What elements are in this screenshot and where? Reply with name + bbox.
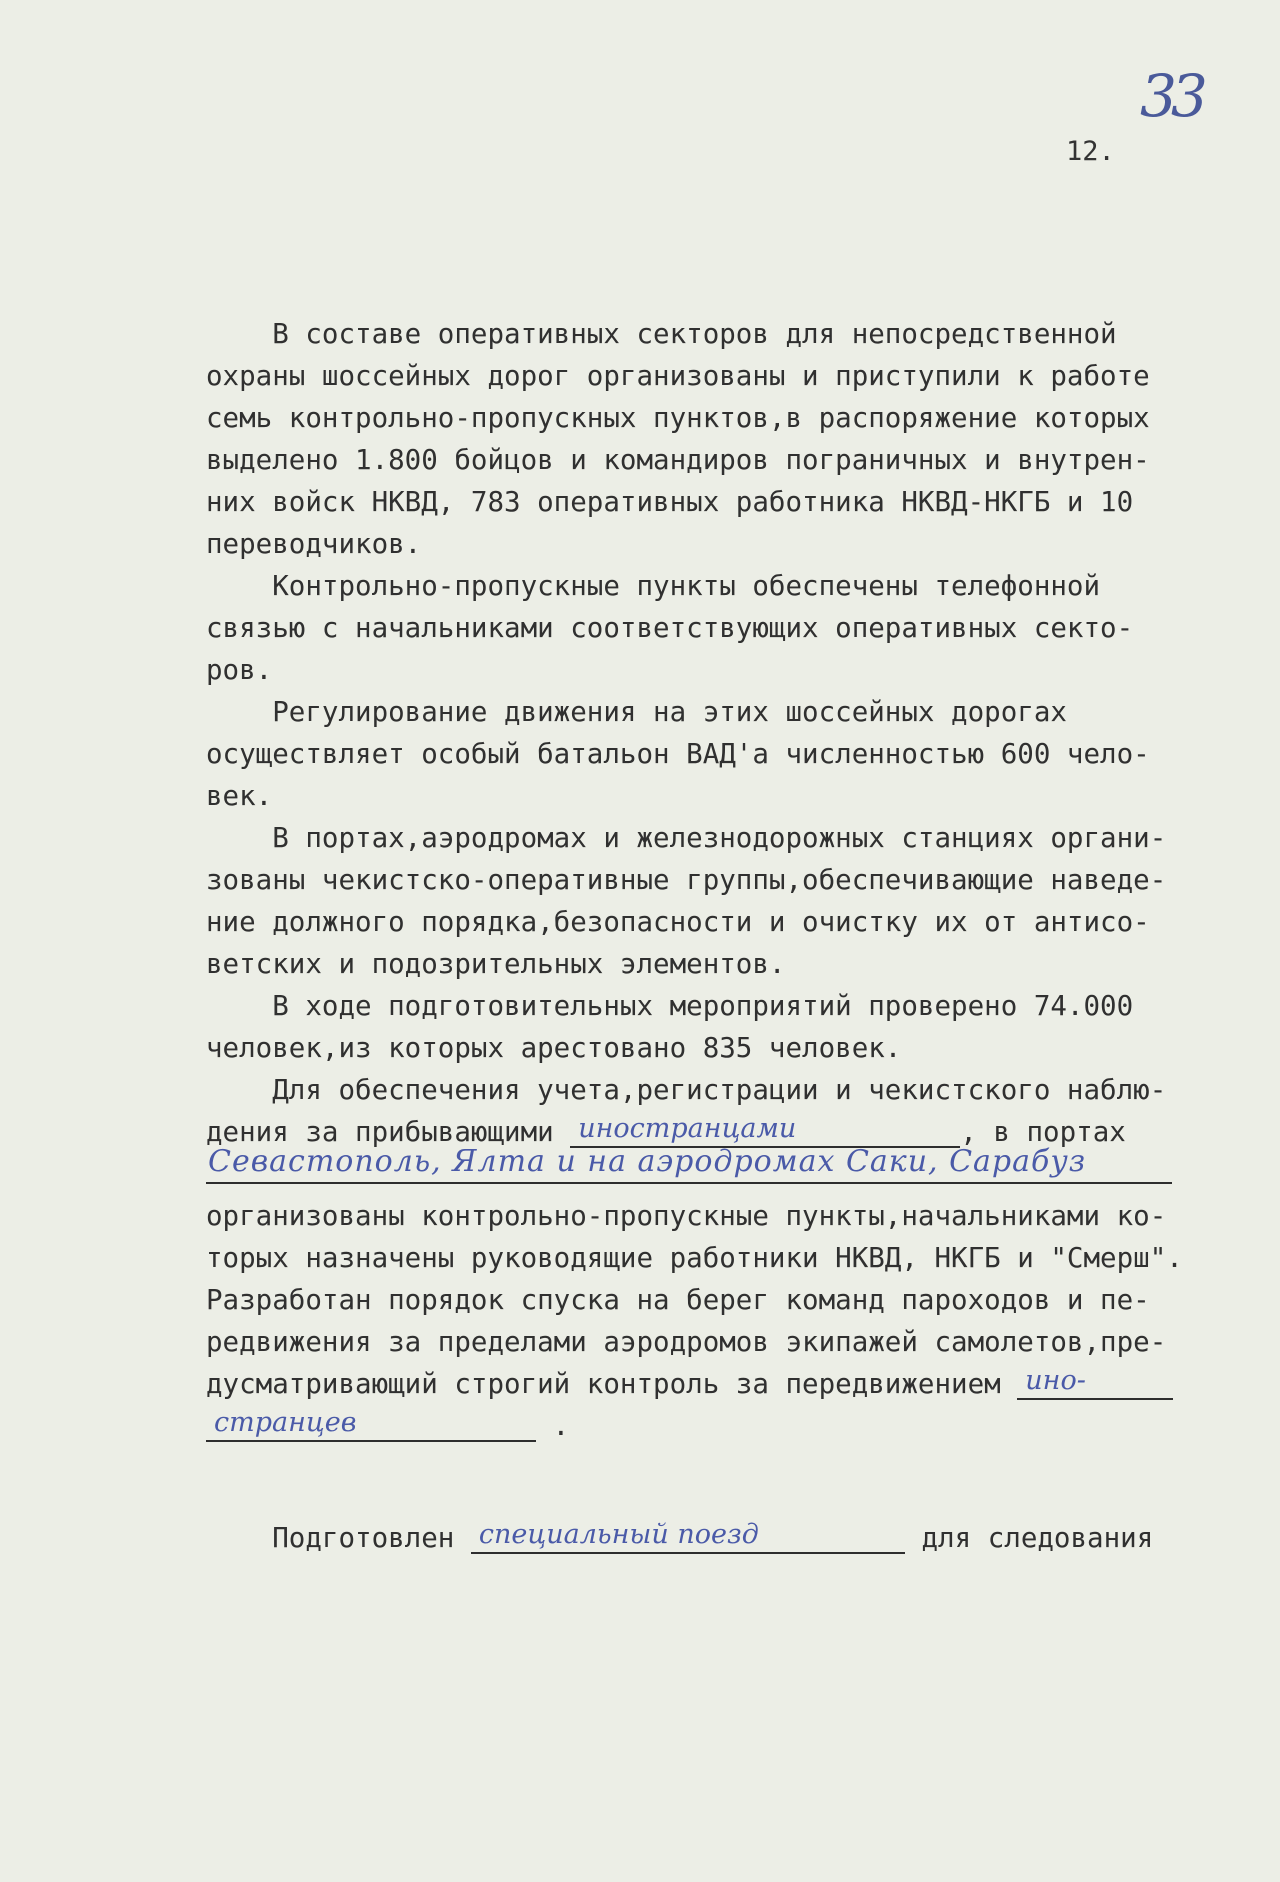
text-line: семь контрольно-пропускных пунктов,в распоряжение которых <box>206 402 1150 434</box>
fill-in-blank <box>1017 1365 1173 1400</box>
period: . <box>552 1410 570 1442</box>
text-line: В составе оперативных секторов для непосредственной <box>206 318 1117 350</box>
text-line: редвижения за пределами аэродромов экипажей самолетов,пре- <box>206 1326 1167 1358</box>
fill-in-blank <box>471 1519 905 1554</box>
page-number: 12. <box>1066 136 1115 167</box>
text-line: зованы чекистско-оперативные группы,обеспечивающие наведе- <box>206 864 1167 896</box>
line-prefix: дусматривающий строгий контроль за передвижением <box>206 1368 1001 1400</box>
handwritten-entry: Севастополь, Ялта и на аэродромах Саки, Сарабуз <box>208 1144 1087 1179</box>
text-line: осуществляет особый батальон ВАД'а численностью 600 чело- <box>206 738 1150 770</box>
line-suffix: для следования <box>921 1522 1154 1554</box>
handwritten-entry: иностранцами <box>578 1113 797 1144</box>
text-line: век. <box>206 780 273 812</box>
text-line-with-blank <box>206 1365 1173 1400</box>
text-line: Для обеспечения учета,регистрации и чекистского наблю- <box>206 1074 1167 1106</box>
text-line: человек,из которых арестовано 835 человек. <box>206 1032 902 1064</box>
text-line: выделено 1.800 бойцов и командиров пограничных и внутрен- <box>206 444 1150 476</box>
handwritten-entry: странцев <box>214 1407 357 1438</box>
handwritten-entry: ино- <box>1025 1365 1086 1396</box>
archive-number: 33 <box>1140 62 1202 130</box>
text-line: торых назначены руководящие работники НКВД, НКГБ и "Смерш". <box>206 1242 1183 1274</box>
text-line: организованы контрольно-пропускные пункты,начальниками ко- <box>206 1200 1167 1232</box>
line-prefix: Подготовлен <box>206 1522 455 1554</box>
text-line: ров. <box>206 654 273 686</box>
text-line: них войск НКВД, 783 оперативных работника НКВД-НКГБ и 10 <box>206 486 1134 518</box>
text-line: переводчиков. <box>206 528 422 560</box>
text-line: Разработан порядок спуска на берег команд пароходов и пе- <box>206 1284 1150 1316</box>
fill-in-line <box>206 1146 1172 1184</box>
line-suffix: , в портах <box>960 1116 1126 1148</box>
text-line: связью с начальниками соответствующих оперативных секто- <box>206 612 1134 644</box>
text-line-with-blank <box>206 1407 570 1442</box>
text-line: ние должного порядка,безопасности и очистку их от антисо- <box>206 906 1150 938</box>
text-line: В ходе подготовительных мероприятий проверено 74.000 <box>206 990 1134 1022</box>
handwritten-entry: специальный поезд <box>478 1519 759 1550</box>
text-line: В портах,аэродромах и железнодорожных станциях органи- <box>206 822 1167 854</box>
line-prefix: дения за прибывающими <box>206 1116 554 1148</box>
text-line: охраны шоссейных дорог организованы и приступили к работе <box>206 360 1150 392</box>
text-line: Регулирование движения на этих шоссейных дорогах <box>206 696 1067 728</box>
text-line-with-blank <box>206 1519 1154 1554</box>
fill-in-blank <box>206 1407 536 1442</box>
text-line: ветских и подозрительных элементов. <box>206 948 786 980</box>
text-line: Контрольно-пропускные пункты обеспечены телефонной <box>206 570 1101 602</box>
